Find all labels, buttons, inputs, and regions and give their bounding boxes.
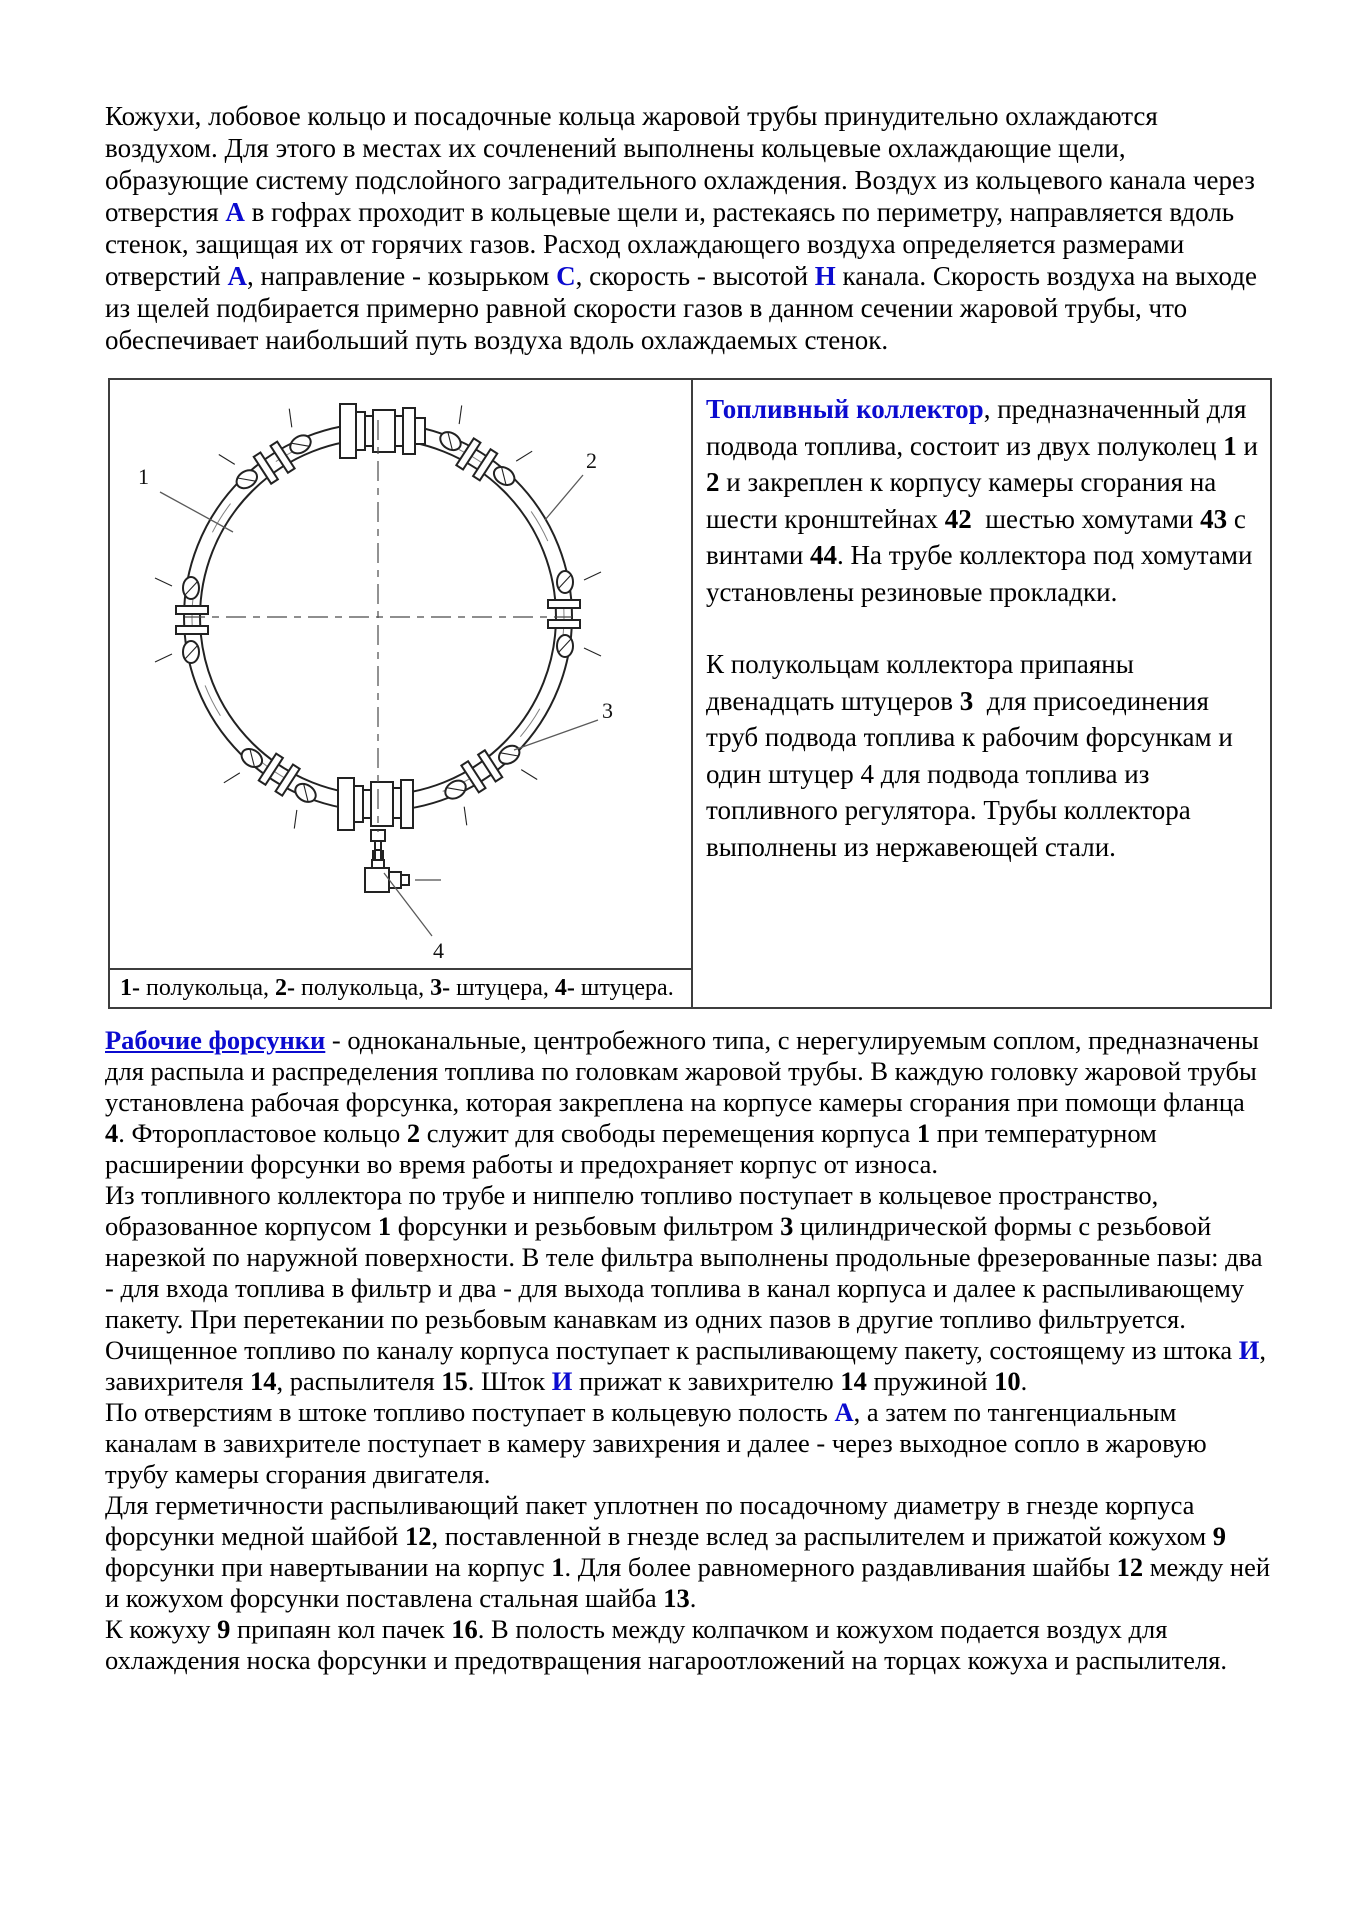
emphasis-text: Н bbox=[814, 261, 836, 291]
body-text: полукольца, bbox=[140, 975, 276, 1001]
emphasis-text: 42 bbox=[944, 503, 972, 534]
emphasis-text: 13 bbox=[663, 1583, 690, 1613]
emphasis-text: 1 bbox=[551, 1552, 565, 1582]
body-text: К кожуху bbox=[105, 1614, 218, 1644]
body-text: Очищенное топливо по каналу корпуса поступает к распыливающему пакету, состоящему из штока bbox=[105, 1335, 1239, 1365]
body-text: , поставленной в гнезде вслед за распылителем и прижатой кожухом bbox=[431, 1521, 1213, 1551]
emphasis-text: 1 bbox=[1223, 430, 1237, 461]
body-text: полукольца, bbox=[295, 975, 431, 1001]
emphasis-text: Топливный коллектор bbox=[706, 394, 984, 424]
body-text: с винтами bbox=[706, 503, 1253, 570]
body-text: для присоединения труб подвода топлива к рабочим форсункам и один штуцер 4 для подвода топлива из топливного регулятора. Трубы коллектора выполнены из нержавеющей стали. bbox=[706, 685, 1240, 862]
injectors-section bbox=[105, 1025, 1277, 1676]
body-text: . Для более равномерного раздавливания шайбы bbox=[564, 1552, 1117, 1582]
emphasis-text: 2- bbox=[275, 975, 296, 1001]
emphasis-text: 9 bbox=[217, 1614, 231, 1644]
emphasis-text: 2 bbox=[706, 467, 720, 497]
emphasis-text: 16 bbox=[451, 1614, 478, 1644]
body-text: шестью хомутами bbox=[971, 503, 1201, 534]
body-text: в гофрах проходит в кольцевые щели и, растекаясь по периметру, направляется вдоль стенок, защищая их от горячих газов. Расход охлаждающего воздуха определяется размерами отверстий bbox=[105, 197, 1241, 291]
top-union-fitting bbox=[340, 404, 425, 458]
injectors-paragraph-5 bbox=[105, 1490, 1277, 1614]
body-text: . Фторопластовое кольцо bbox=[118, 1118, 407, 1148]
body-text: прижат к завихрителю bbox=[572, 1366, 841, 1396]
figure-label-3: 3 bbox=[602, 698, 613, 723]
body-text: Из топливного коллектора по трубе и ниппелю топливо поступает в кольцевое пространство, образованное корпусом bbox=[105, 1180, 1165, 1241]
body-text: , завихрителя bbox=[105, 1335, 1273, 1396]
body-text: Кожухи, лобовое кольцо и посадочные кольца жаровой трубы принудительно охлаждаются воздухом. Для этого в местах их сочленений выполнены кольцевые охлаждающие щели, образующие систему подслойного заградительного охлаждения. Воздух из кольцевого канала через отверстия bbox=[105, 101, 1262, 227]
injectors-paragraph-3 bbox=[105, 1335, 1271, 1397]
body-text: . На трубе коллектора под хомутами установлены резиновые прокладки. bbox=[706, 540, 1260, 607]
fuel-collector-diagram bbox=[110, 380, 691, 968]
body-text: По отверстиям в штоке топливо поступает в кольцевую полость bbox=[105, 1397, 835, 1427]
body-text: . bbox=[1020, 1366, 1028, 1396]
body-text: штуцера. bbox=[574, 975, 674, 1001]
emphasis-text: 3 bbox=[959, 685, 974, 716]
emphasis-text: А bbox=[227, 261, 247, 291]
body-text: форсунки и резьбовым фильтром bbox=[391, 1211, 781, 1241]
emphasis-text: 12 bbox=[1116, 1552, 1144, 1582]
body-text: . Шток bbox=[467, 1366, 552, 1396]
emphasis-text: А bbox=[834, 1397, 854, 1427]
intro-paragraph bbox=[105, 100, 1271, 356]
emphasis-text: 15 bbox=[441, 1366, 468, 1396]
body-text: . bbox=[689, 1583, 697, 1613]
figure-label-1: 1 bbox=[138, 464, 149, 489]
emphasis-text: 3- bbox=[430, 975, 451, 1001]
injectors-paragraph-6 bbox=[105, 1614, 1271, 1676]
emphasis-text: 14 bbox=[250, 1366, 277, 1396]
injectors-paragraph-1 bbox=[105, 1025, 1271, 1180]
emphasis-text: 2 bbox=[406, 1118, 421, 1148]
injectors-paragraph-4 bbox=[105, 1397, 1271, 1490]
emphasis-text: 43 bbox=[1200, 503, 1228, 534]
emphasis-text: 44 bbox=[810, 540, 838, 570]
emphasis-text: 14 bbox=[840, 1366, 867, 1396]
body-text: припаян кол пачек bbox=[230, 1614, 452, 1644]
body-text: , скорость - высотой bbox=[575, 261, 815, 291]
emphasis-text: 1 bbox=[377, 1211, 392, 1241]
emphasis-text: 4- bbox=[554, 975, 575, 1001]
figure-label-2: 2 bbox=[586, 448, 597, 473]
body-text: служит для свободы перемещения корпуса bbox=[420, 1118, 917, 1148]
body-text: канала. Скорость воздуха на выходе из щелей подбирается примерно равной скорости газов в данном сечении жаровой трубы, что обеспечивает наибольший путь воздуха вдоль охлаждаемых стенок. bbox=[105, 261, 1264, 355]
body-text: , предназначенный для подвода топлива, состоит из двух полуколец bbox=[706, 394, 1254, 461]
body-text: - одноканальные, центробежного типа, с нерегулируемым соплом, предназначены для распыла и распределения топлива по головкам жаровой трубы. В каждую головку жаровой трубы установлена рабочая форсунка, которая закреплена на корпусе камеры сгорания при помощи фланца bbox=[105, 1025, 1266, 1117]
body-text: Для герметичности распыливающий пакет уплотнен по посадочному диаметру в гнезде корпуса форсунки медной шайбой bbox=[105, 1490, 1202, 1551]
body-text: и закреплен к корпусу камеры сгорания на шести кронштейнах bbox=[706, 467, 1224, 534]
emphasis-text: 1- bbox=[120, 975, 140, 1001]
body-text: , а затем по тангенциальным каналам в завихрителе поступает в камеру завихрения и далее - через выходное сопло в жаровую трубу камеры сгорания двигателя. bbox=[105, 1397, 1214, 1489]
body-text: , распылителя bbox=[276, 1366, 442, 1396]
emphasis-text: 3 bbox=[780, 1211, 794, 1241]
body-text: пружиной bbox=[866, 1366, 995, 1396]
body-text: цилиндрической формы с резьбовой нарезкой по наружной поверхности. В теле фильтра выполнены продольные фрезерованные пазы: два - для входа топлива в фильтр и два - для выхода топлива в канал корпуса и далее к распыливающему пакету. При перетекании по резьбовым канавкам из одних пазов в другие топливо фильтруется. bbox=[105, 1211, 1270, 1334]
figure-cell bbox=[110, 380, 693, 1007]
collector-paragraph-1 bbox=[706, 391, 1266, 610]
emphasis-text: И bbox=[1238, 1335, 1260, 1365]
emphasis-text: 9 bbox=[1212, 1521, 1226, 1551]
emphasis-text: С bbox=[556, 261, 576, 291]
figure-caption bbox=[110, 968, 691, 1007]
body-text: при температурном расширении форсунки во время работы и предохраняет корпус от износа. bbox=[105, 1118, 1164, 1179]
collector-text-cell bbox=[693, 380, 1270, 1007]
elbow-fitting bbox=[365, 850, 441, 892]
body-text: между ней и кожухом форсунки поставлена стальная шайба bbox=[105, 1552, 1277, 1613]
body-text: , направление - козырьком bbox=[246, 261, 557, 291]
emphasis-text: 10 bbox=[994, 1366, 1021, 1396]
emphasis-text: 4 bbox=[105, 1118, 119, 1148]
emphasis-text: И bbox=[551, 1366, 573, 1396]
collector-figure-table bbox=[108, 378, 1272, 1009]
emphasis-text: А bbox=[225, 197, 245, 227]
body-text: форсунки при навертывании на корпус bbox=[105, 1521, 1233, 1582]
body-text: и bbox=[1236, 430, 1265, 461]
emphasis-text: 12 bbox=[405, 1521, 432, 1551]
emphasis-text: 1 bbox=[916, 1118, 931, 1148]
collector-paragraph-2 bbox=[706, 646, 1266, 865]
body-text: К полукольцам коллектора припаяны двенадцать штуцеров bbox=[706, 649, 1141, 716]
body-text: . В полость между колпачком и кожухом подается воздух для охлаждения носка форсунки и предотвращения нагароотложений на торцах кожуха и распылителя. bbox=[105, 1614, 1227, 1675]
figure-label-4: 4 bbox=[433, 938, 444, 963]
emphasis-text: Рабочие форсунки bbox=[105, 1025, 326, 1055]
injectors-paragraph-2 bbox=[105, 1180, 1271, 1335]
body-text: штуцера, bbox=[450, 975, 555, 1001]
